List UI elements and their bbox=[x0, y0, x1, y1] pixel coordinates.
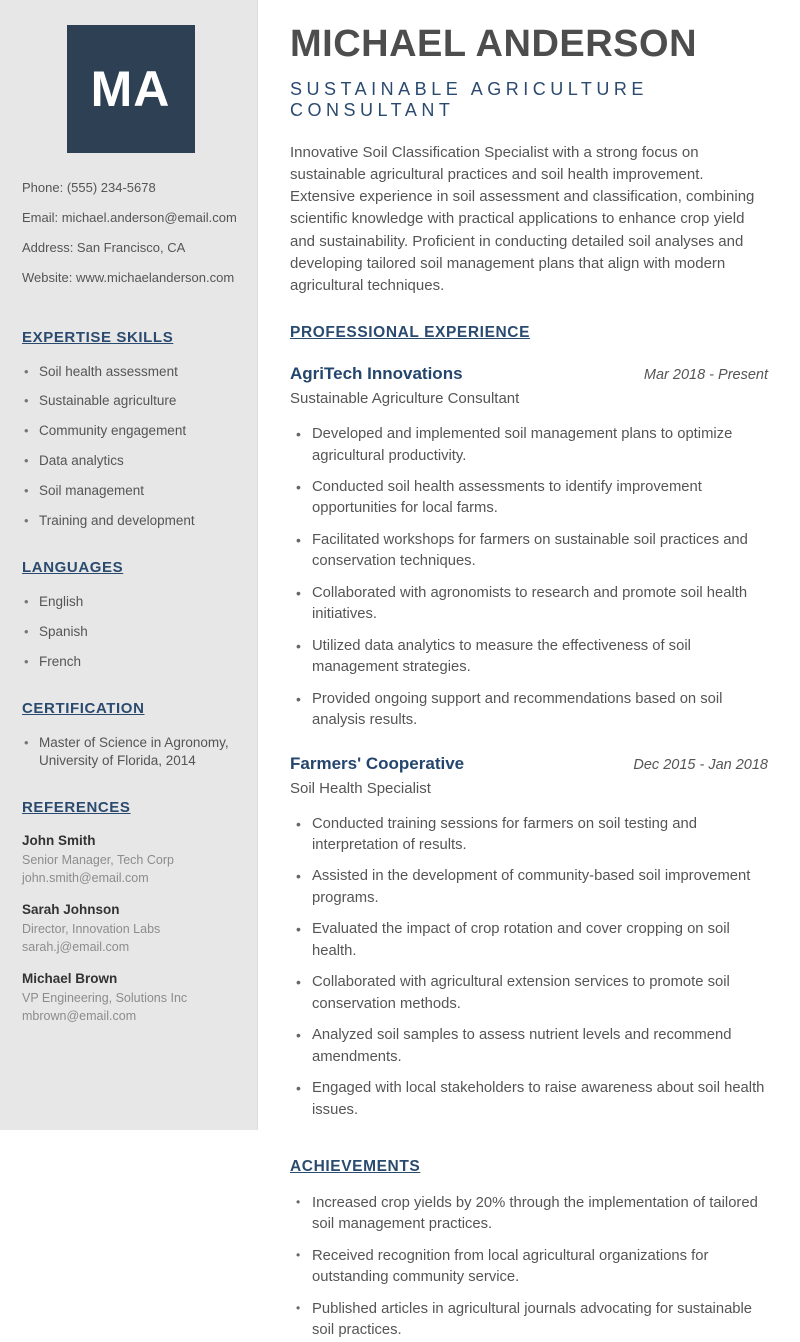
expertise-skills-heading: EXPERTISE SKILLS bbox=[22, 328, 174, 346]
avatar-initials: MA bbox=[90, 61, 171, 117]
achievement-bullet: • Increased crop yields by 20% through the implementation of tailored soil management practices. bbox=[290, 1193, 768, 1236]
experience-heading: PROFESSIONAL EXPERIENCE bbox=[290, 324, 531, 342]
job-bullet: • Collaborated with agricultural extension services to promote soil conservation methods. bbox=[290, 972, 768, 1015]
person-name: MICHAEL ANDERSON bbox=[290, 23, 698, 65]
job-dates: Dec 2015 - Jan 2018 bbox=[633, 756, 768, 773]
certification-heading: CERTIFICATION bbox=[22, 699, 145, 717]
job-bullets bbox=[290, 424, 768, 731]
contact-info bbox=[22, 180, 239, 287]
reference-name: John Smith bbox=[22, 833, 96, 849]
section-references bbox=[22, 799, 239, 1025]
reference-role: Director, Innovation Labs bbox=[22, 922, 161, 937]
main-content bbox=[258, 0, 800, 1339]
job-bullet: • Conducted soil health assessments to identify improvement opportunities for local farms. bbox=[290, 477, 768, 520]
reference-role: VP Engineering, Solutions Inc bbox=[22, 991, 188, 1006]
person-title: SUSTAINABLE AGRICULTURE CONSULTANT bbox=[290, 78, 648, 120]
job-bullet: • Analyzed soil samples to assess nutrient levels and recommend amendments. bbox=[290, 1025, 768, 1068]
company-name: Farmers' Cooperative bbox=[290, 753, 465, 773]
skill-item: • Training and development bbox=[22, 512, 239, 531]
contact-line: Website: www.michaelanderson.com bbox=[22, 269, 235, 285]
contact-line: Phone: (555) 234-5678 bbox=[22, 180, 156, 195]
skill-item: • Data analytics bbox=[22, 452, 239, 471]
achievements-list bbox=[290, 1193, 768, 1342]
skill-item: • Community engagement bbox=[22, 422, 239, 441]
reference-entry bbox=[22, 971, 239, 1025]
job-bullet: • Conducted training sessions for farmers on soil testing and interpretation of results. bbox=[290, 814, 768, 857]
reference-name: Michael Brown bbox=[22, 971, 118, 987]
job-bullet: • Facilitated workshops for farmers on sustainable soil practices and conservation techniques. bbox=[290, 530, 768, 573]
languages-heading: LANGUAGES bbox=[22, 558, 124, 576]
reference-name: Sarah Johnson bbox=[22, 902, 120, 918]
job-bullet: • Provided ongoing support and recommendations based on soil analysis results. bbox=[290, 689, 768, 732]
achievement-bullet: • Published articles in agricultural journals advocating for sustainable soil practices. bbox=[290, 1299, 768, 1342]
sidebar bbox=[0, 0, 258, 1130]
reference-entry bbox=[22, 902, 239, 956]
references-list bbox=[22, 833, 239, 1025]
languages-list bbox=[22, 593, 239, 672]
job-header bbox=[290, 364, 768, 384]
job-entry-agritech bbox=[290, 364, 768, 731]
contact-line: Address: San Francisco, CA bbox=[22, 239, 186, 255]
achievement-bullet: • Received recognition from local agricultural organizations for outstanding community service. bbox=[290, 1246, 768, 1289]
certification-list bbox=[22, 734, 239, 772]
reference-email: sarah.j@email.com bbox=[22, 939, 130, 954]
language-item: • Spanish bbox=[22, 623, 239, 642]
references-heading: REFERENCES bbox=[22, 799, 131, 817]
contact-line: Email: michael.anderson@email.com bbox=[22, 209, 237, 225]
avatar bbox=[67, 25, 195, 153]
summary-paragraph: Innovative Soil Classification Specialist with a strong focus on sustainable agricultural practices and soil health improvement. Extensive experience in soil assessment and classification, combining scientific knowledge with practical applications to enhance crop yield and sustainability. Proficient in conducting detailed soil analyses and developing tailored soil management plans that align with modern agricultural techniques. bbox=[290, 143, 755, 294]
job-bullet: • Engaged with local stakeholders to raise awareness about soil health issues. bbox=[290, 1078, 768, 1121]
reference-email: john.smith@email.com bbox=[22, 870, 149, 885]
company-name: AgriTech Innovations bbox=[290, 364, 463, 384]
job-header bbox=[290, 754, 768, 774]
achievements-heading: ACHIEVEMENTS bbox=[290, 1157, 421, 1175]
section-languages bbox=[22, 559, 239, 672]
job-bullet: • Assisted in the development of community-based soil improvement programs. bbox=[290, 866, 768, 909]
job-entry-farmers-cooperative bbox=[290, 754, 768, 1121]
job-role: Sustainable Agriculture Consultant bbox=[290, 390, 520, 408]
reference-email: mbrown@email.com bbox=[22, 1008, 137, 1023]
job-bullet: • Collaborated with agronomists to research and promote soil health initiatives. bbox=[290, 583, 768, 626]
section-certification bbox=[22, 700, 239, 772]
reference-entry bbox=[22, 833, 239, 887]
reference-role: Senior Manager, Tech Corp bbox=[22, 853, 174, 868]
certification-item: • Master of Science in Agronomy, University of Florida, 2014 bbox=[22, 734, 239, 772]
skill-item: • Soil management bbox=[22, 482, 239, 501]
job-bullet: • Utilized data analytics to measure the effectiveness of soil management strategies. bbox=[290, 636, 768, 679]
job-dates: Mar 2018 - Present bbox=[643, 367, 768, 384]
section-expertise-skills bbox=[22, 329, 239, 531]
job-bullet: • Developed and implemented soil management plans to optimize agricultural productivity. bbox=[290, 424, 768, 467]
job-role: Soil Health Specialist bbox=[290, 779, 431, 797]
language-item: • English bbox=[22, 593, 239, 612]
skill-item: • Sustainable agriculture bbox=[22, 392, 239, 411]
language-item: • French bbox=[22, 653, 239, 672]
job-bullet: • Evaluated the impact of crop rotation and cover cropping on soil health. bbox=[290, 919, 768, 962]
expertise-skills-list bbox=[22, 363, 239, 531]
job-bullets bbox=[290, 814, 768, 1121]
skill-item: • Soil health assessment bbox=[22, 363, 239, 382]
